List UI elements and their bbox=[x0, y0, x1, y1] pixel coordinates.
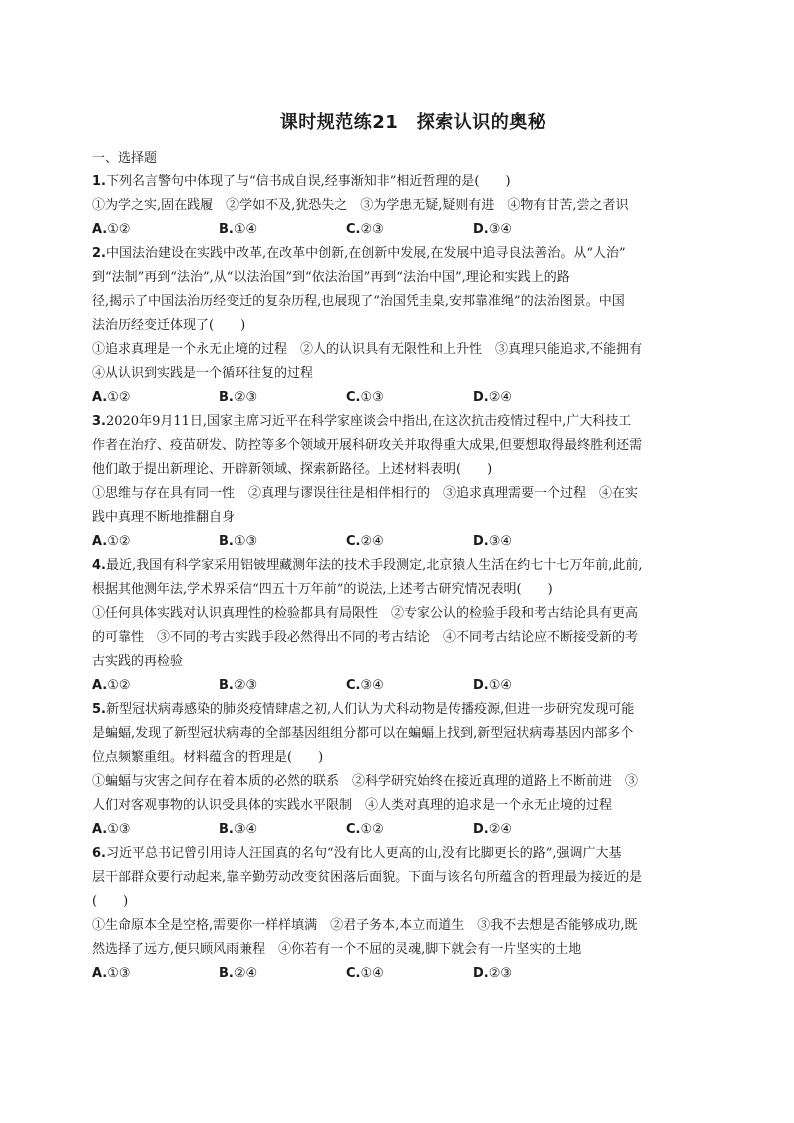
answer-option bbox=[219, 218, 346, 242]
question-line bbox=[92, 602, 734, 626]
answer-option bbox=[346, 218, 473, 242]
question-number: 4. bbox=[92, 558, 106, 573]
question-number: 5. bbox=[92, 702, 106, 717]
option-letter: B. bbox=[219, 678, 234, 693]
question-text: 然选择了远方,便只顾风雨兼程 ④你若有一个不屈的灵魂,脚下就会有一片坚实的土地 bbox=[92, 942, 582, 957]
question-text: 中国法治建设在实践中改革,在改革中创新,在创新中发展,在发展中追寻良法善治。从“人治” bbox=[105, 246, 626, 261]
option-text: ②③ bbox=[360, 222, 384, 237]
question-line bbox=[92, 626, 734, 650]
answer-option bbox=[92, 818, 219, 842]
question-text: 最近,我国有科学家采用铝铍埋藏测年法的技术手段测定,北京猿人生活在约七十七万年前,此前, bbox=[105, 558, 643, 573]
question-text: ④从认识到实践是一个循环往复的过程 bbox=[92, 366, 314, 381]
question-line bbox=[92, 434, 734, 458]
option-text: ③④ bbox=[360, 678, 384, 693]
question-line bbox=[92, 290, 734, 314]
option-text: ①② bbox=[107, 390, 131, 405]
option-letter: A. bbox=[92, 390, 108, 405]
question-text: ①任何具体实践对认识真理性的检验都具有局限性 ②专家公认的检验手段和考古结论具有更高 bbox=[92, 606, 639, 621]
question-2 bbox=[92, 242, 734, 410]
option-text: ①④ bbox=[233, 222, 258, 237]
option-text: ③④ bbox=[488, 534, 513, 549]
option-letter: D. bbox=[473, 678, 489, 693]
option-letter: C. bbox=[346, 966, 361, 981]
question-text: ( ) bbox=[92, 894, 129, 909]
question-line bbox=[92, 410, 734, 434]
option-letter: A. bbox=[92, 222, 108, 237]
option-letter: A. bbox=[92, 822, 108, 837]
answer-option bbox=[473, 818, 600, 842]
question-text: 的可靠性 ③不同的考古实践手段必然得出不同的考古结论 ④不同考古结论应不断接受新的考 bbox=[92, 630, 639, 645]
answer-option bbox=[219, 962, 346, 986]
option-letter: B. bbox=[219, 390, 234, 405]
question-text: 位点频繁重组。材料蕴含的哲理是( ) bbox=[92, 750, 324, 765]
answer-option bbox=[219, 818, 346, 842]
option-text: ②④ bbox=[360, 534, 384, 549]
question-line bbox=[92, 698, 734, 722]
question-number: 6. bbox=[92, 846, 106, 861]
option-letter: D. bbox=[473, 222, 489, 237]
answer-option bbox=[346, 962, 473, 986]
question-text: ①思维与存在具有同一性 ②真理与谬误往往是相伴相行的 ③追求真理需要一个过程 ④在实 bbox=[92, 486, 639, 501]
option-text: ①② bbox=[107, 534, 131, 549]
question-text: 下列名言警句中体现了与“信书成自误,经事渐知非”相近哲理的是( ) bbox=[105, 174, 511, 189]
option-text: ①③ bbox=[107, 966, 131, 981]
option-text: ①④ bbox=[488, 678, 513, 693]
question-line bbox=[92, 842, 734, 866]
answer-options bbox=[92, 818, 734, 842]
option-letter: C. bbox=[346, 678, 361, 693]
question-text: ①追求真理是一个永无止境的过程 ②人的认识具有无限性和上升性 ③真理只能追求,不能拥有 bbox=[92, 342, 643, 357]
question-text: 径,揭示了中国法治历经变迁的复杂历程,也展现了“治国凭圭臬,安邦靠准绳”的法治图景。中国 bbox=[92, 294, 625, 309]
answer-option bbox=[92, 530, 219, 554]
option-letter: D. bbox=[473, 966, 489, 981]
question-6 bbox=[92, 842, 734, 986]
option-letter: C. bbox=[346, 222, 361, 237]
question-line bbox=[92, 482, 734, 506]
question-line bbox=[92, 650, 734, 674]
option-text: ③④ bbox=[488, 222, 513, 237]
option-letter: A. bbox=[92, 966, 108, 981]
answer-option bbox=[346, 674, 473, 698]
option-text: ②③ bbox=[488, 966, 513, 981]
answer-option bbox=[92, 218, 219, 242]
question-text: 层干部群众要行动起来,靠辛勤劳动改变贫困落后面貌。下面与该名句所蕴含的哲理最为接近的是 bbox=[92, 870, 643, 885]
question-5 bbox=[92, 698, 734, 842]
question-number: 3. bbox=[92, 414, 106, 429]
answer-option bbox=[346, 818, 473, 842]
option-text: ①② bbox=[360, 822, 384, 837]
question-text: 2020年9月11日,国家主席习近平在科学家座谈会中指出,在这次抗击疫情过程中,广大科技工 bbox=[105, 414, 632, 429]
option-text: ①③ bbox=[233, 534, 258, 549]
question-line bbox=[92, 266, 734, 290]
question-line bbox=[92, 338, 734, 362]
answer-option bbox=[473, 530, 600, 554]
question-text: 是蝙蝠,发现了新型冠状病毒的全部基因组组分都可以在蝙蝠上找到,新型冠状病毒基因内部多个 bbox=[92, 726, 634, 741]
question-text: ①蝙蝠与灾害之间存在着本质的必然的联系 ②科学研究始终在接近真理的道路上不断前进 ③ bbox=[92, 774, 639, 789]
answer-option bbox=[473, 386, 600, 410]
answer-options bbox=[92, 962, 734, 986]
question-3 bbox=[92, 410, 734, 554]
question-line bbox=[92, 746, 734, 770]
answer-option bbox=[92, 962, 219, 986]
question-text: 到“法制”再到“法治”,从“以法治国”到“依法治国”再到“法治中国”,理论和实践上的路 bbox=[92, 270, 570, 285]
option-text: ②④ bbox=[488, 822, 513, 837]
answer-options bbox=[92, 386, 734, 410]
option-text: ①② bbox=[107, 222, 131, 237]
question-text: 他们敢于提出新理论、开辟新领域、探索新路径。上述材料表明( ) bbox=[92, 462, 493, 477]
question-number: 2. bbox=[92, 246, 106, 261]
question-line bbox=[92, 506, 734, 530]
answer-option bbox=[473, 674, 600, 698]
option-text: ①④ bbox=[360, 966, 384, 981]
question-line bbox=[92, 722, 734, 746]
option-letter: A. bbox=[92, 534, 108, 549]
option-text: ①③ bbox=[360, 390, 384, 405]
question-text: 习近平总书记曾引用诗人汪国真的名句“没有比人更高的山,没有比脚更长的路”,强调广大基 bbox=[105, 846, 622, 861]
option-letter: B. bbox=[219, 222, 234, 237]
answer-option bbox=[92, 386, 219, 410]
option-letter: D. bbox=[473, 534, 489, 549]
section-heading: 一、选择题 bbox=[92, 151, 158, 166]
option-letter: C. bbox=[346, 390, 361, 405]
question-list bbox=[92, 170, 734, 986]
answer-option bbox=[219, 386, 346, 410]
option-letter: C. bbox=[346, 534, 361, 549]
question-line bbox=[92, 938, 734, 962]
question-line bbox=[92, 866, 734, 890]
question-line bbox=[92, 194, 734, 218]
question-text: 践中真理不断地推翻自身 bbox=[92, 510, 236, 525]
question-line bbox=[92, 458, 734, 482]
question-line bbox=[92, 914, 734, 938]
question-number: 1. bbox=[92, 174, 106, 189]
question-text: ①为学之实,固在践履 ②学如不及,犹恐失之 ③为学患无疑,疑则有进 ④物有甘苦,尝之者识 bbox=[92, 198, 629, 213]
answer-option bbox=[346, 530, 473, 554]
option-text: ②③ bbox=[233, 678, 258, 693]
answer-option bbox=[473, 962, 600, 986]
option-text: ②④ bbox=[233, 966, 258, 981]
option-text: ①③ bbox=[107, 822, 131, 837]
option-text: ③④ bbox=[233, 822, 258, 837]
answer-options bbox=[92, 218, 734, 242]
question-line bbox=[92, 578, 734, 602]
question-text: 人们对客观事物的认识受具体的实践水平限制 ④人类对真理的追求是一个永无止境的过程 bbox=[92, 798, 613, 813]
option-letter: C. bbox=[346, 822, 361, 837]
option-letter: D. bbox=[473, 390, 489, 405]
answer-option bbox=[219, 674, 346, 698]
question-text: 新型冠状病毒感染的肺炎疫情肆虐之初,人们认为犬科动物是传播疫源,但进一步研究发现可能 bbox=[105, 702, 635, 717]
question-line bbox=[92, 242, 734, 266]
answer-option bbox=[473, 218, 600, 242]
question-text: ①生命原本全是空格,需要你一样样填满 ②君子务本,本立而道生 ③我不去想是否能够成功,既 bbox=[92, 918, 638, 933]
question-line bbox=[92, 170, 734, 194]
question-line bbox=[92, 554, 734, 578]
option-letter: B. bbox=[219, 966, 234, 981]
option-text: ②③ bbox=[233, 390, 258, 405]
answer-option bbox=[219, 530, 346, 554]
answer-option bbox=[346, 386, 473, 410]
option-text: ①② bbox=[107, 678, 131, 693]
question-line bbox=[92, 314, 734, 338]
answer-options bbox=[92, 674, 734, 698]
question-text: 根据其他测年法,学术界采信“四五十万年前”的说法,上述考古研究情况表明( ) bbox=[92, 582, 553, 597]
question-line bbox=[92, 770, 734, 794]
question-text: 作者在治疗、疫苗研发、防控等多个领域开展科研攻关并取得重大成果,但要想取得最终胜利还需 bbox=[92, 438, 643, 453]
question-4 bbox=[92, 554, 734, 698]
page-title: 课时规范练21 探索认识的奥秘 bbox=[279, 112, 547, 133]
option-letter: B. bbox=[219, 822, 234, 837]
question-line bbox=[92, 890, 734, 914]
question-text: 古实践的再检验 bbox=[92, 654, 184, 669]
option-letter: B. bbox=[219, 534, 234, 549]
option-text: ②④ bbox=[488, 390, 513, 405]
question-text: 法治历经变迁体现了( ) bbox=[92, 318, 246, 333]
option-letter: D. bbox=[473, 822, 489, 837]
option-letter: A. bbox=[92, 678, 108, 693]
answer-options bbox=[92, 530, 734, 554]
question-line bbox=[92, 794, 734, 818]
answer-option bbox=[92, 674, 219, 698]
question-line bbox=[92, 362, 734, 386]
question-1 bbox=[92, 170, 734, 242]
